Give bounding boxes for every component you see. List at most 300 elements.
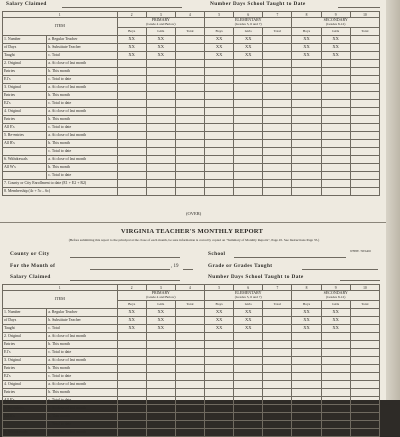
entry-cell[interactable] xyxy=(263,99,292,107)
entry-cell[interactable] xyxy=(175,75,204,83)
entry-cell[interactable] xyxy=(117,404,146,412)
entry-cell[interactable] xyxy=(321,356,350,364)
entry-cell[interactable] xyxy=(350,139,379,147)
table-row xyxy=(3,67,380,75)
entry-cell[interactable] xyxy=(292,404,321,412)
entry-cell[interactable] xyxy=(117,91,146,99)
entry-cell[interactable] xyxy=(321,75,350,83)
entry-cell[interactable] xyxy=(205,380,234,388)
entry-cell[interactable] xyxy=(146,187,175,195)
entry-cell[interactable] xyxy=(321,163,350,171)
entry-cell[interactable] xyxy=(146,59,175,67)
entry-cell[interactable] xyxy=(175,107,204,115)
entry-cell[interactable] xyxy=(234,115,263,123)
entry-cell[interactable] xyxy=(350,43,379,51)
entry-cell[interactable] xyxy=(350,91,379,99)
entry-cell[interactable] xyxy=(350,107,379,115)
entry-cell[interactable] xyxy=(292,420,321,428)
entry-cell[interactable] xyxy=(263,340,292,348)
entry-cell[interactable] xyxy=(321,155,350,163)
entry-cell[interactable] xyxy=(117,412,146,420)
entry-cell[interactable] xyxy=(117,364,146,372)
entry-cell[interactable] xyxy=(205,139,234,147)
entry-cell[interactable] xyxy=(292,171,321,179)
entry-cell[interactable] xyxy=(321,404,350,412)
entry-cell[interactable] xyxy=(146,348,175,356)
entry-cell[interactable] xyxy=(146,412,175,420)
entry-cell[interactable] xyxy=(263,187,292,195)
entry-cell[interactable] xyxy=(234,107,263,115)
entry-cell[interactable] xyxy=(350,324,379,332)
entry-cell[interactable] xyxy=(321,412,350,420)
entry-cell[interactable] xyxy=(263,43,292,51)
entry-cell[interactable] xyxy=(350,372,379,380)
entry-cell[interactable] xyxy=(175,179,204,187)
entry-cell[interactable] xyxy=(205,388,234,396)
entry-cell[interactable] xyxy=(321,340,350,348)
entry-cell[interactable] xyxy=(292,380,321,388)
entry-cell[interactable] xyxy=(234,171,263,179)
entry-cell[interactable] xyxy=(117,332,146,340)
entry-cell[interactable] xyxy=(263,388,292,396)
entry-cell[interactable] xyxy=(175,51,204,59)
entry-cell[interactable] xyxy=(321,59,350,67)
entry-cell[interactable] xyxy=(146,115,175,123)
entry-cell[interactable] xyxy=(350,35,379,43)
entry-cell[interactable] xyxy=(175,139,204,147)
entry-cell[interactable] xyxy=(263,380,292,388)
entry-cell[interactable] xyxy=(234,163,263,171)
entry-cell[interactable] xyxy=(321,179,350,187)
entry-cell[interactable] xyxy=(146,131,175,139)
entry-cell[interactable] xyxy=(321,91,350,99)
entry-cell[interactable] xyxy=(175,356,204,364)
entry-cell[interactable] xyxy=(117,99,146,107)
entry-cell[interactable] xyxy=(117,163,146,171)
entry-cell[interactable] xyxy=(292,131,321,139)
entry-cell[interactable] xyxy=(205,171,234,179)
total-header: Total xyxy=(350,27,379,35)
entry-cell[interactable] xyxy=(263,67,292,75)
entry-cell[interactable] xyxy=(321,131,350,139)
entry-cell[interactable] xyxy=(234,147,263,155)
entry-cell[interactable] xyxy=(146,147,175,155)
entry-cell[interactable] xyxy=(205,91,234,99)
entry-cell[interactable] xyxy=(350,179,379,187)
entry-cell[interactable] xyxy=(350,332,379,340)
entry-cell[interactable] xyxy=(234,420,263,428)
month-field[interactable] xyxy=(90,269,170,270)
entry-cell[interactable] xyxy=(350,67,379,75)
entry-cell[interactable] xyxy=(205,340,234,348)
entry-cell[interactable] xyxy=(205,107,234,115)
entry-cell[interactable] xyxy=(263,35,292,43)
entry-cell[interactable] xyxy=(205,404,234,412)
entry-cell[interactable] xyxy=(117,380,146,388)
entry-cell[interactable] xyxy=(146,155,175,163)
entry-cell[interactable] xyxy=(175,380,204,388)
entry-cell[interactable] xyxy=(175,155,204,163)
entry-cell[interactable] xyxy=(234,75,263,83)
entry-cell[interactable] xyxy=(146,179,175,187)
entry-cell[interactable] xyxy=(263,139,292,147)
entry-cell[interactable] xyxy=(175,404,204,412)
entry-cell[interactable] xyxy=(350,396,379,404)
entry-cell[interactable] xyxy=(117,420,146,428)
entry-cell[interactable] xyxy=(321,396,350,404)
entry-cell[interactable] xyxy=(350,83,379,91)
entry-cell[interactable] xyxy=(292,99,321,107)
entry-cell[interactable] xyxy=(263,163,292,171)
entry-cell[interactable] xyxy=(321,123,350,131)
entry-cell[interactable] xyxy=(175,420,204,428)
salary-claimed-field-bottom[interactable] xyxy=(70,280,180,281)
entry-cell[interactable] xyxy=(234,332,263,340)
entry-cell[interactable] xyxy=(175,67,204,75)
entry-cell[interactable] xyxy=(205,99,234,107)
entry-cell[interactable] xyxy=(321,171,350,179)
entry-cell[interactable] xyxy=(234,139,263,147)
year-field[interactable] xyxy=(183,269,193,270)
entry-cell[interactable] xyxy=(350,147,379,155)
entry-cell[interactable] xyxy=(292,139,321,147)
entry-cell[interactable] xyxy=(175,372,204,380)
entry-cell[interactable] xyxy=(146,83,175,91)
entry-cell[interactable] xyxy=(350,115,379,123)
entry-cell[interactable] xyxy=(146,99,175,107)
entry-cell[interactable] xyxy=(292,91,321,99)
entry-cell[interactable] xyxy=(263,147,292,155)
entry-cell[interactable] xyxy=(117,388,146,396)
entry-cell[interactable] xyxy=(263,107,292,115)
entry-cell[interactable] xyxy=(350,388,379,396)
entry-cell[interactable] xyxy=(350,99,379,107)
entry-cell[interactable] xyxy=(117,171,146,179)
entry-cell[interactable] xyxy=(350,412,379,420)
entry-cell[interactable] xyxy=(205,67,234,75)
entry-cell[interactable] xyxy=(146,107,175,115)
entry-cell[interactable] xyxy=(292,115,321,123)
entry-cell[interactable] xyxy=(117,179,146,187)
entry-cell[interactable] xyxy=(292,396,321,404)
entry-cell[interactable] xyxy=(263,115,292,123)
entry-cell[interactable] xyxy=(117,123,146,131)
entry-cell[interactable] xyxy=(321,187,350,195)
entry-cell[interactable] xyxy=(175,83,204,91)
entry-cell[interactable] xyxy=(205,332,234,340)
entry-cell[interactable] xyxy=(205,59,234,67)
entry-cell[interactable] xyxy=(146,91,175,99)
entry-cell[interactable] xyxy=(263,91,292,99)
entry-cell[interactable] xyxy=(350,340,379,348)
entry-cell[interactable] xyxy=(175,35,204,43)
entry-cell[interactable] xyxy=(263,155,292,163)
salary-claimed-field[interactable] xyxy=(62,7,182,8)
entry-cell[interactable] xyxy=(350,59,379,67)
entry-cell[interactable] xyxy=(175,428,204,436)
entry-cell[interactable] xyxy=(117,187,146,195)
entry-cell[interactable] xyxy=(292,83,321,91)
entry-cell[interactable] xyxy=(205,187,234,195)
entry-cell[interactable] xyxy=(263,420,292,428)
entry-cell[interactable] xyxy=(117,155,146,163)
entry-cell[interactable] xyxy=(175,115,204,123)
entry-cell[interactable] xyxy=(321,372,350,380)
entry-cell[interactable] xyxy=(175,59,204,67)
entry-cell[interactable] xyxy=(205,123,234,131)
entry-cell[interactable] xyxy=(117,139,146,147)
entry-cell[interactable] xyxy=(292,67,321,75)
entry-cell[interactable] xyxy=(146,139,175,147)
entry-cell[interactable] xyxy=(263,59,292,67)
entry-cell[interactable] xyxy=(263,404,292,412)
entry-cell[interactable] xyxy=(263,348,292,356)
entry-cell[interactable] xyxy=(350,131,379,139)
entry-cell[interactable] xyxy=(350,308,379,316)
entry-cell[interactable] xyxy=(146,75,175,83)
entry-cell[interactable] xyxy=(205,179,234,187)
entry-cell[interactable] xyxy=(117,67,146,75)
entry-cell[interactable] xyxy=(292,364,321,372)
entry-cell[interactable] xyxy=(234,372,263,380)
entry-cell[interactable] xyxy=(321,428,350,436)
entry-cell[interactable] xyxy=(117,83,146,91)
entry-cell[interactable] xyxy=(175,99,204,107)
entry-cell[interactable] xyxy=(205,155,234,163)
entry-cell[interactable] xyxy=(205,412,234,420)
entry-cell[interactable] xyxy=(292,155,321,163)
entry-cell[interactable] xyxy=(117,115,146,123)
entry-cell[interactable] xyxy=(234,59,263,67)
entry-cell[interactable] xyxy=(321,332,350,340)
entry-cell[interactable] xyxy=(117,75,146,83)
entry-cell[interactable] xyxy=(292,412,321,420)
entry-cell[interactable] xyxy=(117,348,146,356)
entry-cell[interactable] xyxy=(146,364,175,372)
entry-cell[interactable] xyxy=(350,51,379,59)
crossed-cell: XX xyxy=(205,308,234,316)
entry-cell[interactable] xyxy=(234,396,263,404)
entry-cell[interactable] xyxy=(292,163,321,171)
entry-cell[interactable] xyxy=(205,364,234,372)
entry-cell[interactable] xyxy=(321,147,350,155)
entry-cell[interactable] xyxy=(292,123,321,131)
entry-cell[interactable] xyxy=(117,372,146,380)
entry-cell[interactable] xyxy=(350,155,379,163)
entry-cell[interactable] xyxy=(205,83,234,91)
entry-cell[interactable] xyxy=(234,356,263,364)
entry-cell[interactable] xyxy=(205,163,234,171)
entry-cell[interactable] xyxy=(146,372,175,380)
entry-cell[interactable] xyxy=(350,348,379,356)
entry-cell[interactable] xyxy=(205,115,234,123)
entry-cell[interactable] xyxy=(205,396,234,404)
entry-cell[interactable] xyxy=(175,91,204,99)
entry-cell[interactable] xyxy=(146,332,175,340)
entry-cell[interactable] xyxy=(292,388,321,396)
entry-cell[interactable] xyxy=(175,147,204,155)
entry-cell[interactable] xyxy=(321,348,350,356)
entry-cell[interactable] xyxy=(146,396,175,404)
entry-cell[interactable] xyxy=(205,428,234,436)
entry-cell[interactable] xyxy=(175,163,204,171)
entry-cell[interactable] xyxy=(350,187,379,195)
entry-cell[interactable] xyxy=(146,123,175,131)
entry-cell[interactable] xyxy=(175,123,204,131)
entry-cell[interactable] xyxy=(117,396,146,404)
entry-cell[interactable] xyxy=(175,348,204,356)
entry-cell[interactable] xyxy=(175,364,204,372)
days-taught-field[interactable] xyxy=(338,7,380,8)
entry-cell[interactable] xyxy=(146,340,175,348)
entry-cell[interactable] xyxy=(146,420,175,428)
entry-cell[interactable] xyxy=(263,356,292,364)
entry-cell[interactable] xyxy=(175,43,204,51)
entry-cell[interactable] xyxy=(175,324,204,332)
entry-cell[interactable] xyxy=(146,163,175,171)
entry-cell[interactable] xyxy=(146,404,175,412)
entry-cell[interactable] xyxy=(263,171,292,179)
entry-cell[interactable] xyxy=(292,187,321,195)
entry-cell[interactable] xyxy=(146,67,175,75)
entry-cell[interactable] xyxy=(205,131,234,139)
days-taught-field-bottom[interactable] xyxy=(340,280,380,281)
entry-cell[interactable] xyxy=(146,428,175,436)
entry-cell[interactable] xyxy=(263,412,292,420)
school-field[interactable] xyxy=(234,257,346,258)
entry-cell[interactable] xyxy=(321,364,350,372)
entry-cell[interactable] xyxy=(146,171,175,179)
entry-cell[interactable] xyxy=(350,123,379,131)
entry-cell[interactable] xyxy=(234,123,263,131)
entry-cell[interactable] xyxy=(263,75,292,83)
entry-cell[interactable] xyxy=(234,99,263,107)
entry-cell[interactable] xyxy=(263,179,292,187)
entry-cell[interactable] xyxy=(234,83,263,91)
entry-cell[interactable] xyxy=(117,107,146,115)
entry-cell[interactable] xyxy=(263,83,292,91)
entry-cell[interactable] xyxy=(175,131,204,139)
entry-cell[interactable] xyxy=(263,51,292,59)
entry-cell[interactable] xyxy=(263,316,292,324)
entry-cell[interactable] xyxy=(234,187,263,195)
entry-cell[interactable] xyxy=(205,348,234,356)
entry-cell[interactable] xyxy=(205,147,234,155)
entry-cell[interactable] xyxy=(234,380,263,388)
entry-cell[interactable] xyxy=(292,147,321,155)
entry-cell[interactable] xyxy=(117,340,146,348)
entry-cell[interactable] xyxy=(350,75,379,83)
entry-cell[interactable] xyxy=(205,372,234,380)
entry-cell[interactable] xyxy=(292,179,321,187)
entry-cell[interactable] xyxy=(292,75,321,83)
entry-cell[interactable] xyxy=(350,420,379,428)
entry-cell[interactable] xyxy=(175,340,204,348)
entry-cell[interactable] xyxy=(234,131,263,139)
entry-cell[interactable] xyxy=(321,107,350,115)
entry-cell[interactable] xyxy=(175,412,204,420)
entry-cell[interactable] xyxy=(175,308,204,316)
entry-cell[interactable] xyxy=(350,380,379,388)
entry-cell[interactable] xyxy=(234,428,263,436)
entry-cell[interactable] xyxy=(175,332,204,340)
entry-cell[interactable] xyxy=(234,348,263,356)
county-field[interactable] xyxy=(70,257,180,258)
entry-cell[interactable] xyxy=(321,83,350,91)
entry-cell[interactable] xyxy=(234,91,263,99)
entry-cell[interactable] xyxy=(350,404,379,412)
entry-cell[interactable] xyxy=(263,308,292,316)
entry-cell[interactable] xyxy=(263,332,292,340)
entry-cell[interactable] xyxy=(292,356,321,364)
entry-cell[interactable] xyxy=(292,428,321,436)
entry-cell[interactable] xyxy=(234,364,263,372)
entry-cell[interactable] xyxy=(117,131,146,139)
entry-cell[interactable] xyxy=(234,412,263,420)
entry-cell[interactable] xyxy=(205,75,234,83)
entry-cell[interactable] xyxy=(263,428,292,436)
entry-cell[interactable] xyxy=(234,340,263,348)
entry-cell[interactable] xyxy=(234,155,263,163)
entry-cell[interactable] xyxy=(292,107,321,115)
entry-cell[interactable] xyxy=(263,131,292,139)
entry-cell[interactable] xyxy=(175,171,204,179)
grade-field[interactable] xyxy=(302,269,378,270)
entry-cell[interactable] xyxy=(263,324,292,332)
entry-cell[interactable] xyxy=(292,59,321,67)
entry-cell[interactable] xyxy=(292,332,321,340)
entry-cell[interactable] xyxy=(292,340,321,348)
entry-cell[interactable] xyxy=(350,171,379,179)
entry-cell[interactable] xyxy=(350,163,379,171)
entry-cell[interactable] xyxy=(146,380,175,388)
entry-cell[interactable] xyxy=(263,372,292,380)
entry-cell[interactable] xyxy=(117,147,146,155)
entry-cell[interactable] xyxy=(263,123,292,131)
entry-cell[interactable] xyxy=(321,420,350,428)
entry-cell[interactable] xyxy=(175,187,204,195)
entry-cell[interactable] xyxy=(117,59,146,67)
entry-cell[interactable] xyxy=(321,380,350,388)
entry-cell[interactable] xyxy=(205,420,234,428)
entry-cell[interactable] xyxy=(321,115,350,123)
entry-cell[interactable] xyxy=(321,67,350,75)
entry-cell[interactable] xyxy=(292,372,321,380)
entry-cell[interactable] xyxy=(321,139,350,147)
entry-cell[interactable] xyxy=(263,396,292,404)
entry-cell[interactable] xyxy=(205,356,234,364)
entry-cell[interactable] xyxy=(234,388,263,396)
entry-cell[interactable] xyxy=(321,388,350,396)
entry-cell[interactable] xyxy=(146,356,175,364)
entry-cell[interactable] xyxy=(321,99,350,107)
entry-cell[interactable] xyxy=(234,404,263,412)
entry-cell[interactable] xyxy=(350,428,379,436)
entry-cell[interactable] xyxy=(117,356,146,364)
entry-cell[interactable] xyxy=(117,428,146,436)
entry-cell[interactable] xyxy=(292,348,321,356)
entry-cell[interactable] xyxy=(350,316,379,324)
entry-cell[interactable] xyxy=(350,356,379,364)
entry-cell[interactable] xyxy=(234,67,263,75)
entry-cell[interactable] xyxy=(263,364,292,372)
entry-cell[interactable] xyxy=(146,388,175,396)
entry-cell[interactable] xyxy=(175,388,204,396)
entry-cell[interactable] xyxy=(234,179,263,187)
entry-cell[interactable] xyxy=(175,396,204,404)
entry-cell[interactable] xyxy=(175,316,204,324)
entry-cell[interactable] xyxy=(350,364,379,372)
